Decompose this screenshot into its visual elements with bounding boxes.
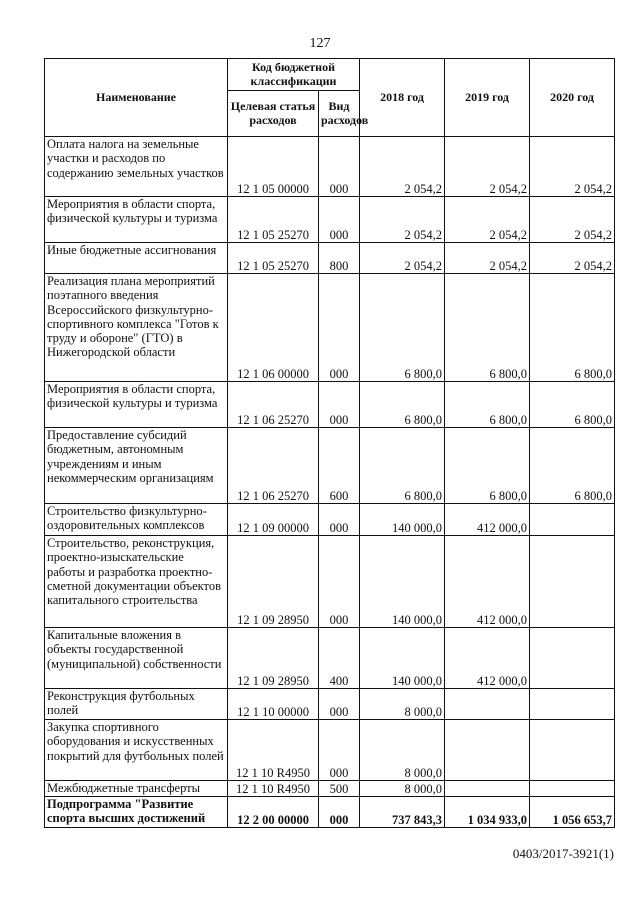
row-name: Межбюджетные трансферты: [45, 781, 228, 797]
row-vid: 000: [319, 504, 360, 536]
row-name: Мероприятия в области спорта, физической культуры и туризма: [45, 197, 228, 243]
row-2019: 6 800,0: [445, 274, 530, 382]
row-2019: [445, 781, 530, 797]
row-code: 12 1 09 00000: [228, 504, 319, 536]
row-2020: 2 054,2: [530, 197, 615, 243]
document-code: 0403/2017-3921(1): [512, 846, 614, 861]
row-vid: 400: [319, 628, 360, 689]
row-vid: 800: [319, 243, 360, 274]
table-row: [45, 243, 615, 274]
row-code: 12 1 10 00000: [228, 689, 319, 720]
table-row: [45, 428, 615, 504]
row-code: 12 1 09 28950: [228, 628, 319, 689]
row-2018: 6 800,0: [360, 382, 445, 428]
row-vid: 600: [319, 428, 360, 504]
row-vid: 000: [319, 197, 360, 243]
table-row: [45, 781, 615, 797]
row-vid: 000: [319, 137, 360, 197]
row-2018: 8 000,0: [360, 781, 445, 797]
row-name: Оплата налога на земельные участки и расходов по содержанию земельных участков: [45, 137, 228, 197]
row-2019: [445, 720, 530, 781]
row-code: 12 1 10 R4950: [228, 781, 319, 797]
table-row: [45, 504, 615, 536]
row-2019: 6 800,0: [445, 382, 530, 428]
table-row: [45, 137, 615, 197]
row-vid: 500: [319, 781, 360, 797]
table-row: [45, 197, 615, 243]
table-row: [45, 689, 615, 720]
row-2019: 412 000,0: [445, 628, 530, 689]
table-row: [45, 536, 615, 628]
row-2018: 140 000,0: [360, 536, 445, 628]
header-2018: 2018 год: [360, 59, 445, 137]
header-code-group: Код бюджетной классификации: [228, 59, 360, 91]
row-2018: 737 843,3: [360, 797, 445, 828]
row-2019: [445, 689, 530, 720]
row-2020: [530, 504, 615, 536]
row-code: 12 2 00 00000: [228, 797, 319, 828]
row-2019: 412 000,0: [445, 504, 530, 536]
row-2018: 2 054,2: [360, 137, 445, 197]
row-code: 12 1 06 00000: [228, 274, 319, 382]
row-code: 12 1 06 25270: [228, 382, 319, 428]
header-2019: 2019 год: [445, 59, 530, 137]
row-name: Мероприятия в области спорта, физической культуры и туризма: [45, 382, 228, 428]
row-2020: [530, 536, 615, 628]
row-2018: 6 800,0: [360, 274, 445, 382]
row-2020: 2 054,2: [530, 243, 615, 274]
header-name: Наименование: [45, 59, 228, 137]
row-vid: 000: [319, 689, 360, 720]
row-2020: [530, 628, 615, 689]
row-2020: 6 800,0: [530, 428, 615, 504]
row-vid: 000: [319, 720, 360, 781]
table-row: [45, 628, 615, 689]
row-vid: 000: [319, 274, 360, 382]
row-vid: 000: [319, 797, 360, 828]
table-row: [45, 274, 615, 382]
budget-table: [44, 58, 615, 828]
row-name: Иные бюджетные ассигнования: [45, 243, 228, 274]
row-2018: 2 054,2: [360, 243, 445, 274]
row-name: Подпрограмма "Развитие спорта высших достижений: [45, 797, 228, 828]
row-2019: 412 000,0: [445, 536, 530, 628]
row-code: 12 1 06 25270: [228, 428, 319, 504]
row-vid: 000: [319, 382, 360, 428]
header-2020: 2020 год: [530, 59, 615, 137]
row-2020: [530, 781, 615, 797]
row-2018: 8 000,0: [360, 689, 445, 720]
row-2019: 2 054,2: [445, 243, 530, 274]
row-name: Закупка спортивного оборудования и искусственных покрытий для футбольных полей: [45, 720, 228, 781]
table-row-subprogram: [45, 797, 615, 828]
row-code: 12 1 05 25270: [228, 197, 319, 243]
row-2018: 6 800,0: [360, 428, 445, 504]
row-2019: 2 054,2: [445, 137, 530, 197]
row-code: 12 1 09 28950: [228, 536, 319, 628]
row-2018: 2 054,2: [360, 197, 445, 243]
row-2018: 8 000,0: [360, 720, 445, 781]
row-2018: 140 000,0: [360, 504, 445, 536]
header-type: Вид расходов: [319, 91, 360, 137]
row-2020: [530, 689, 615, 720]
row-vid: 000: [319, 536, 360, 628]
table-row: [45, 382, 615, 428]
row-name: Реконструкция футбольных полей: [45, 689, 228, 720]
row-2019: 2 054,2: [445, 197, 530, 243]
page-number: 127: [309, 36, 331, 51]
header-target: Целевая статья расходов: [228, 91, 319, 137]
row-2020: 2 054,2: [530, 137, 615, 197]
row-code: 12 1 10 R4950: [228, 720, 319, 781]
row-name: Капитальные вложения в объекты государственной (муниципальной) собственности: [45, 628, 228, 689]
row-name: Строительство физкультурно-оздоровительных комплексов: [45, 504, 228, 536]
row-2020: [530, 720, 615, 781]
row-2018: 140 000,0: [360, 628, 445, 689]
row-2020: 6 800,0: [530, 274, 615, 382]
row-2019: 1 034 933,0: [445, 797, 530, 828]
row-2020: 1 056 653,7: [530, 797, 615, 828]
row-name: Предоставление субсидий бюджетным, автономным учреждениям и иным некоммерческим организациям: [45, 428, 228, 504]
row-2019: 6 800,0: [445, 428, 530, 504]
row-code: 12 1 05 00000: [228, 137, 319, 197]
row-2020: 6 800,0: [530, 382, 615, 428]
row-code: 12 1 05 25270: [228, 243, 319, 274]
table-row: [45, 720, 615, 781]
row-name: Строительство, реконструкция, проектно-изыскательские работы и разработка проектно-сметной документации объектов капитального строительства: [45, 536, 228, 628]
row-name: Реализация плана мероприятий поэтапного введения Всероссийского физкультурно-спортивного комплекса "Готов к труду и обороне" (ГТО) в Нижегородской области: [45, 274, 228, 382]
